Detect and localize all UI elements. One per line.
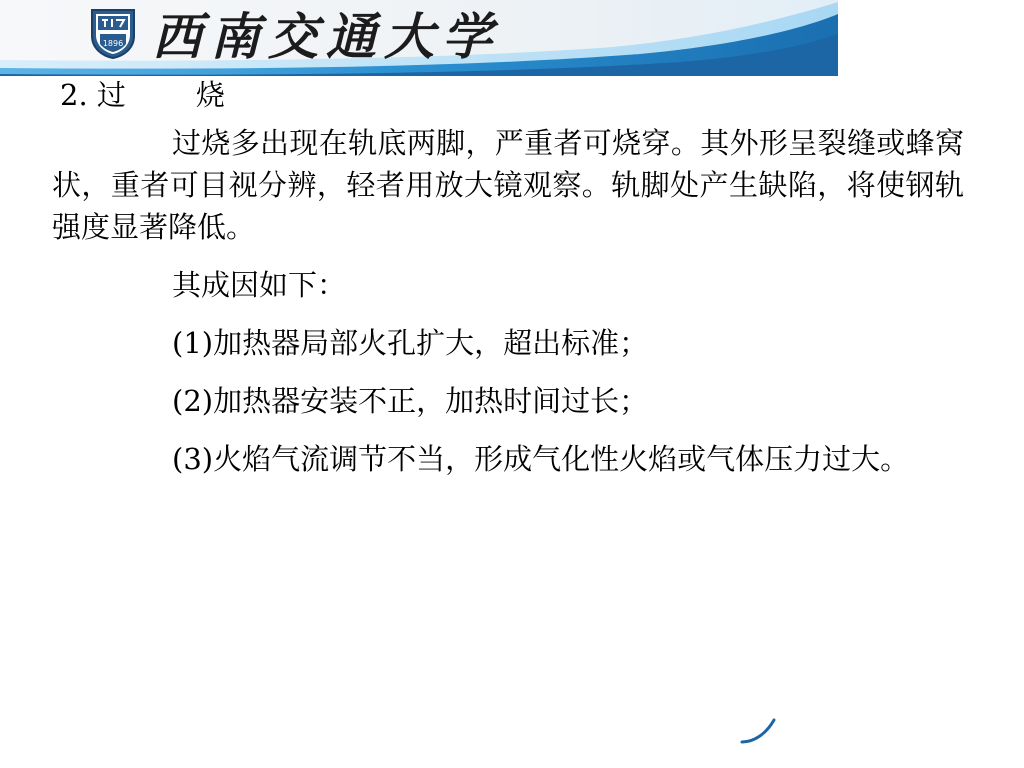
- paragraph-cause-2: (2)加热器安装不正，加热时间过长；: [172, 384, 649, 418]
- university-emblem-icon: [86, 6, 140, 60]
- section-number: 2.: [60, 78, 88, 112]
- emblem-year: 1896: [102, 39, 124, 48]
- section-heading: [60, 74, 964, 116]
- university-name-logotype: 西南交通大学: [152, 7, 500, 66]
- section-title-part2: 烧: [195, 78, 225, 112]
- paragraph-cause-1: (1)加热器局部火孔扩大，超出标准；: [172, 326, 649, 360]
- slide-content: [52, 74, 964, 496]
- header-banner: [0, 0, 838, 76]
- paragraph-causes-intro: 其成因如下：: [172, 268, 347, 302]
- decorative-stroke-icon: [740, 716, 780, 744]
- paragraph-description: 过烧多出现在轨底两脚，严重者可烧穿。其外形呈裂缝或蜂窝状，重者可目视分辨，轻者用放大镜观察。轨脚处产生缺陷，将使钢轨强度显著降低。: [52, 126, 964, 244]
- section-title-part1: 过: [96, 78, 126, 112]
- paragraph-cause-3: (3)火焰气流调节不当，形成气化性火焰或气体压力过大。: [172, 442, 910, 476]
